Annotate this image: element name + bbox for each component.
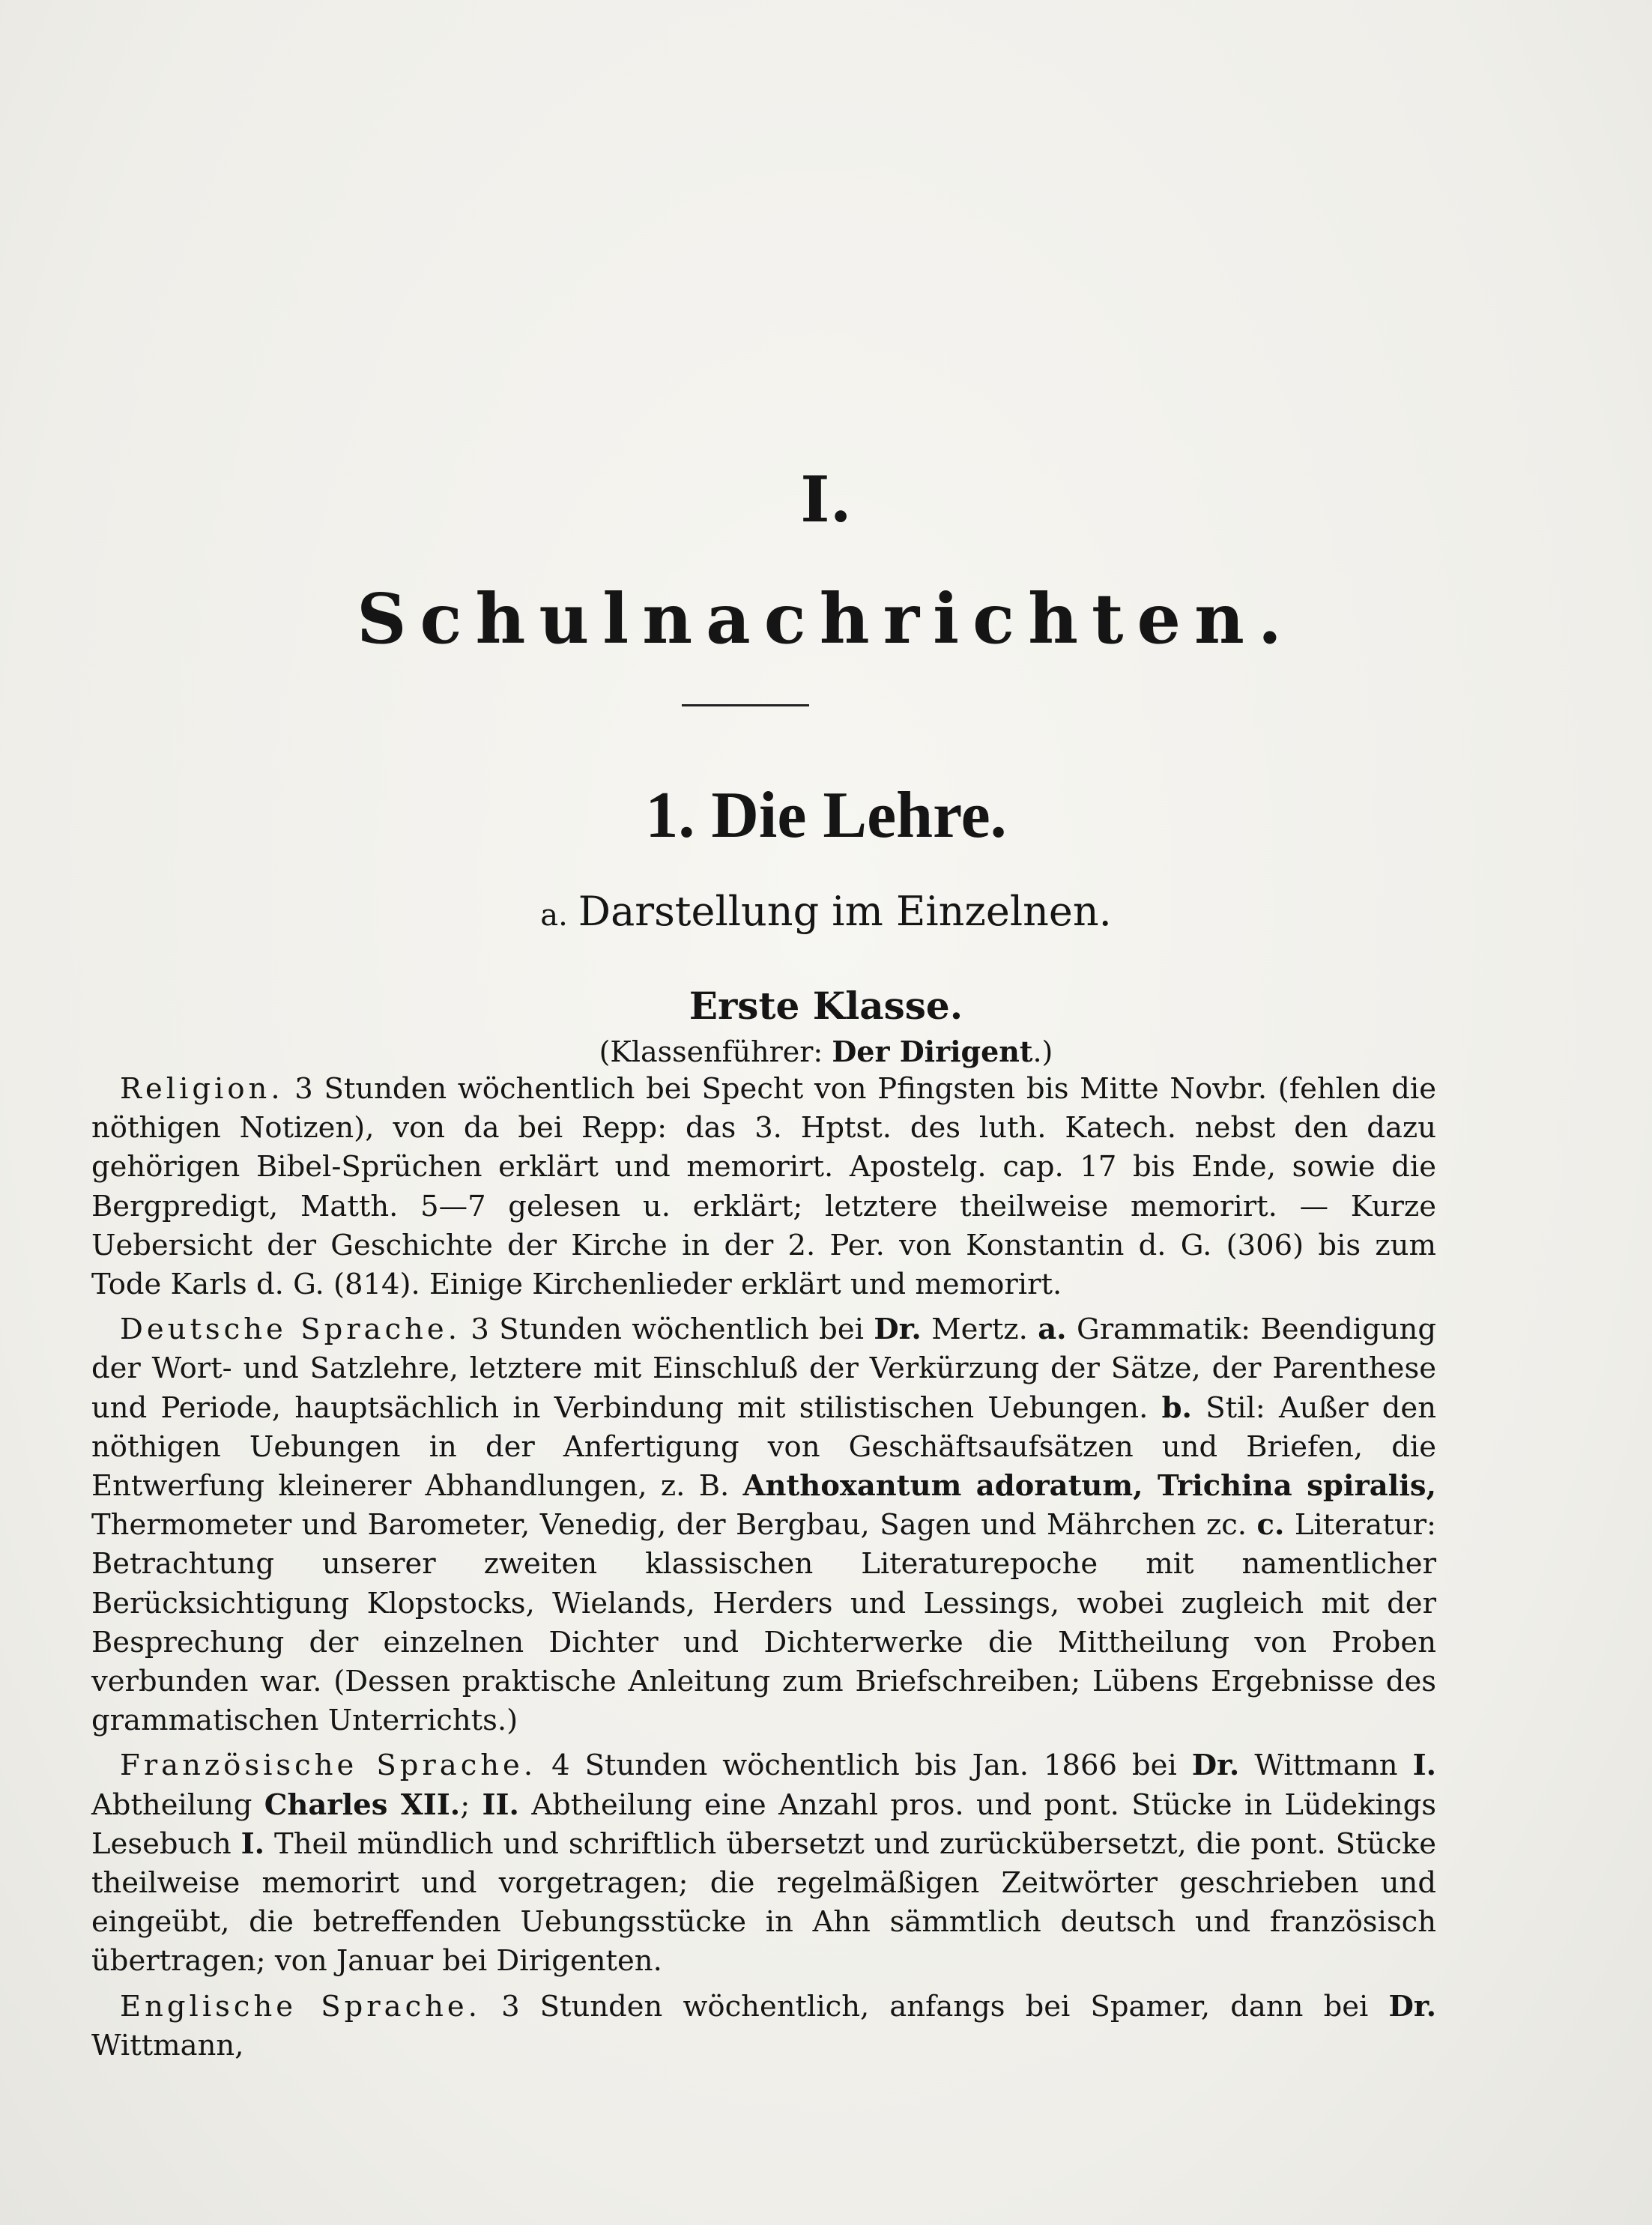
paragraph-religion	[91, 1070, 1436, 1304]
class-leader-label: (Klassenführer:	[599, 1035, 832, 1068]
deutsch-bold-5: c.	[1256, 1508, 1285, 1543]
deutsch-text-4: Stil: Außer den nöthigen Uebungen in der Anfertigung von Geschäftsaufsätzen und Briefen, die Entwerfung kleinerer Abhandlungen, z. B.	[91, 1390, 1436, 1504]
franz-text-4: ;	[460, 1787, 482, 1822]
engl-text-1: 3 Stunden wöchentlich, anfangs bei Spamer, dann bei	[480, 1989, 1389, 2023]
subject-deutsch: Deutsche Sprache.	[120, 1313, 461, 1347]
chapter-number: I.	[800, 462, 852, 536]
deutsch-bold-4: Anthoxantum adoratum, Trichina spiralis,	[742, 1469, 1437, 1504]
deutsch-bold-1: Dr.	[874, 1313, 922, 1347]
paragraph-deutsch	[91, 1310, 1436, 1740]
franz-bold-5: I.	[240, 1826, 265, 1861]
subsection-marker: a.	[540, 898, 568, 933]
deutsch-bold-2: a.	[1038, 1313, 1067, 1347]
deutsch-text-5: Thermometer und Barometer, Venedig, der Bergbau, Sagen und Mährchen zc.	[91, 1508, 1257, 1543]
subsection-heading	[0, 888, 1652, 935]
franz-text-6: Theil mündlich und schriftlich übersetzt und zurückübersetzt, die pont. Stücke theilweise memorirt und vorgetragen; die regelmäßigen Zeitwörter geschrieben und eingeübt, die betreffenden Uebungsstücke in Ahn sämmtlich deutsch und französisch übertragen; von Januar bei Dirigenten.	[91, 1826, 1436, 1979]
class-heading: Erste Klasse.	[689, 984, 963, 1028]
subject-englisch: Englische Sprache.	[120, 1989, 481, 2023]
franz-text-5: Abtheilung eine Anzahl pros. und pont. Stücke in Lüdekings Lesebuch	[91, 1787, 1436, 1861]
deutsch-text-6: Literatur: Betrachtung unserer zweiten klassischen Literaturepoche mit namentlicher Berücksichtigung Klopstocks, Wielands, Herders und Lessings, wobei zugleich mit der Besprechung der einzelnen Dichter und Dichterwerke die Mittheilung von Proben verbunden war. (Dessen praktische Anleitung zum Briefschreiben; Lübens Ergebnisse des grammatischen Unterrichts.)	[91, 1508, 1436, 1738]
deutsch-bold-3: b.	[1161, 1390, 1192, 1425]
deutsch-text-1: 3 Stunden wöchentlich bei	[460, 1313, 874, 1347]
section-title: 1. Die Lehre.	[645, 779, 1007, 852]
franz-text-2: Wittmann	[1239, 1749, 1413, 1783]
paragraph-franzoesisch	[91, 1746, 1436, 1981]
subsection-title: Darstellung im Einzelnen.	[578, 888, 1112, 935]
franz-text-1: 4 Stunden wöchentlich bis Jan. 1866 bei	[536, 1749, 1192, 1783]
deutsch-text-3: Grammatik: Beendigung der Wort- und Satzlehre, letztere mit Einschluß der Verkürzung der Sätze, der Parenthese und Periode, hauptsächlich in Verbindung mit stilistischen Uebungen.	[91, 1313, 1436, 1425]
subject-franzoesisch: Französische Sprache.	[120, 1749, 537, 1783]
page-title: Schulnachrichten.	[357, 578, 1295, 659]
religion-text: 3 Stunden wöchentlich bei Specht von Pfingsten bis Mitte Novbr. (fehlen die nöthigen Notizen), von da bei Repp: das 3. Hptst. des luth. Katech. nebst den dazu gehörigen Bibel-Sprüchen erklärt und memorirt. Apostelg. cap. 17 bis Ende, sowie die Bergpredigt, Matth. 5—7 gelesen u. erklärt; letztere theilweise memorirt. — Kurze Uebersicht der Geschichte der Kirche in der 2. Per. von Konstantin d. G. (306) bis zum Tode Karls d. G. (814). Einige Kirchenlieder erklärt und memorirt.	[91, 1072, 1436, 1302]
franz-bold-2: I.	[1412, 1749, 1436, 1783]
franz-bold-3: Charles XII.	[264, 1787, 461, 1822]
subject-religion: Religion.	[120, 1072, 284, 1106]
engl-text-2: Wittmann,	[91, 2028, 244, 2062]
franz-bold-1: Dr.	[1191, 1749, 1240, 1783]
franz-bold-4: II.	[482, 1787, 519, 1822]
body-text	[91, 1070, 1436, 2065]
title-divider	[682, 704, 809, 706]
franz-text-3: Abtheilung	[91, 1787, 264, 1822]
deutsch-text-2: Mertz.	[921, 1313, 1038, 1347]
class-leader-close: .)	[1032, 1035, 1053, 1068]
paragraph-englisch	[91, 1988, 1436, 2065]
class-leader-name: Der Dirigent	[832, 1035, 1033, 1068]
engl-bold-1: Dr.	[1388, 1989, 1436, 2023]
class-leader-line	[0, 1035, 1652, 1068]
